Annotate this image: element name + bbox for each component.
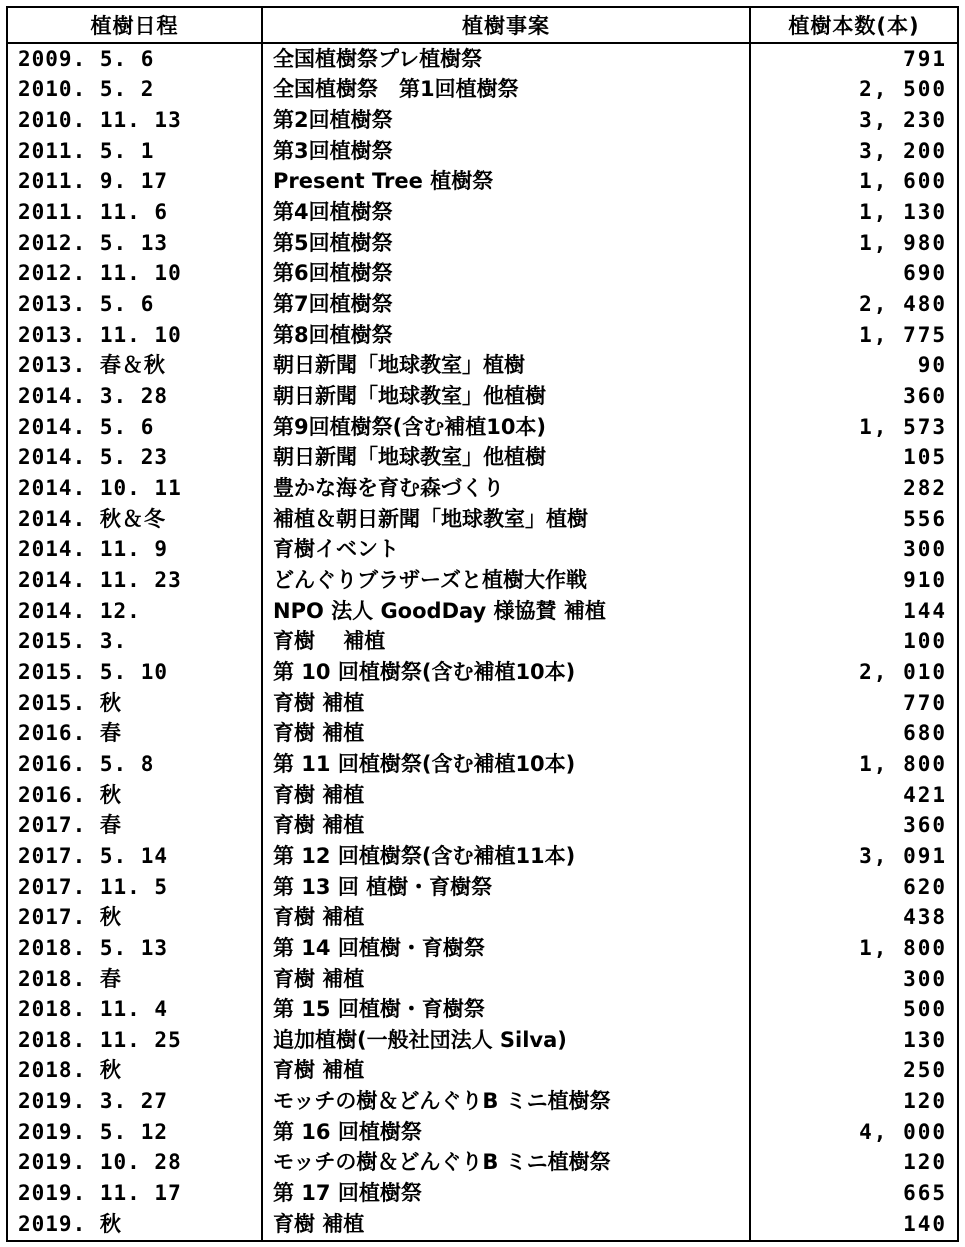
date-cell: 2014. 5. 6 [8,412,262,443]
date-cell: 2018. 5. 13 [8,933,262,964]
date-cell: 2013. 11. 10 [8,320,262,351]
event-cell: 全国植樹祭 第1回植樹祭 [262,75,750,106]
planting-schedule-table-container [6,6,959,1242]
event-cell: 第3回植樹祭 [262,136,750,167]
table-row [8,412,957,443]
date-cell: 2014. 12. [8,596,262,627]
event-cell: 補植＆朝日新聞「地球教室」植樹 [262,504,750,535]
count-cell: 105 [903,445,947,470]
event-cell: 育樹 補植 [262,626,750,657]
date-cell: 2016. 秋 [8,780,262,811]
date-cell: 2017. 11. 5 [8,872,262,903]
count-cell: 130 [903,1027,947,1052]
event-cell: 第5回植樹祭 [262,228,750,259]
event-cell: 育樹イベント [262,535,750,566]
event-cell: 朝日新聞「地球教室」他植樹 [262,381,750,412]
count-cell: 3, 230 [859,108,947,133]
count-cell: 120 [903,1150,947,1175]
date-cell: 2014. 秋＆冬 [8,504,262,535]
count-cell: 100 [903,629,947,654]
event-cell: 第 13 回 植樹・育樹祭 [262,872,750,903]
event-cell: 第 15 回植樹・育樹祭 [262,994,750,1025]
table-row [8,565,957,596]
count-cell: 250 [903,1058,947,1083]
table-row [8,749,957,780]
event-cell: 育樹 補植 [262,1056,750,1087]
date-cell: 2012. 11. 10 [8,259,262,290]
count-cell: 1, 573 [859,414,947,439]
date-cell: 2018. 11. 4 [8,994,262,1025]
table-row [8,657,957,688]
table-body [8,43,957,1240]
event-cell: 第 17 回植樹祭 [262,1178,750,1209]
date-cell: 2011. 9. 17 [8,167,262,198]
table-row [8,167,957,198]
event-cell: 豊かな海を育む森づくり [262,473,750,504]
table-row [8,1178,957,1209]
table-row [8,228,957,259]
date-cell: 2016. 5. 8 [8,749,262,780]
event-cell: 育樹 補植 [262,688,750,719]
count-cell: 2, 500 [859,77,947,102]
count-cell: 438 [903,905,947,930]
count-cell: 665 [903,1181,947,1206]
count-cell: 4, 000 [859,1119,947,1144]
event-cell: 育樹 補植 [262,902,750,933]
table-row [8,933,957,964]
count-cell: 1, 980 [859,230,947,255]
event-cell: 育樹 補植 [262,780,750,811]
count-cell: 1, 800 [859,751,947,776]
event-cell: 第2回植樹祭 [262,105,750,136]
table-row [8,872,957,903]
event-cell: 朝日新聞「地球教室」植樹 [262,351,750,382]
count-cell: 421 [903,782,947,807]
event-cell: NPO 法人 GoodDay 様協賛 補植 [262,596,750,627]
header-count: 植樹本数(本) [750,8,957,43]
table-row [8,718,957,749]
table-row [8,1056,957,1087]
table-row [8,1117,957,1148]
count-cell: 120 [903,1089,947,1114]
date-cell: 2015. 5. 10 [8,657,262,688]
date-cell: 2009. 5. 6 [8,43,262,75]
table-header [8,8,957,43]
count-cell: 1, 800 [859,935,947,960]
date-cell: 2019. 11. 17 [8,1178,262,1209]
count-cell: 620 [903,874,947,899]
date-cell: 2013. 春＆秋 [8,351,262,382]
count-cell: 791 [903,46,947,71]
count-cell: 300 [903,966,947,991]
event-cell: 育樹 補植 [262,810,750,841]
date-cell: 2014. 5. 23 [8,443,262,474]
date-cell: 2015. 3. [8,626,262,657]
event-cell: 追加植樹(一般社団法人 Silva) [262,1025,750,1056]
count-cell: 3, 091 [859,843,947,868]
count-cell: 300 [903,537,947,562]
table-row [8,1148,957,1179]
date-cell: 2018. 秋 [8,1056,262,1087]
event-cell: 育樹 補植 [262,718,750,749]
count-cell: 360 [903,384,947,409]
table-row [8,136,957,167]
planting-schedule-table [8,8,957,1240]
event-cell: 第 11 回植樹祭(含む補植10本) [262,749,750,780]
event-cell: 育樹 補植 [262,1209,750,1240]
table-row [8,810,957,841]
count-cell: 282 [903,476,947,501]
date-cell: 2011. 11. 6 [8,197,262,228]
date-cell: 2018. 11. 25 [8,1025,262,1056]
date-cell: 2010. 5. 2 [8,75,262,106]
table-row [8,443,957,474]
table-row [8,43,957,75]
table-row [8,626,957,657]
count-cell: 770 [903,690,947,715]
event-cell: 第7回植樹祭 [262,289,750,320]
date-cell: 2016. 春 [8,718,262,749]
date-cell: 2019. 5. 12 [8,1117,262,1148]
date-cell: 2015. 秋 [8,688,262,719]
event-cell: モッチの樹＆どんぐりB ミニ植樹祭 [262,1148,750,1179]
date-cell: 2014. 11. 23 [8,565,262,596]
count-cell: 1, 600 [859,169,947,194]
count-cell: 360 [903,813,947,838]
event-cell: 朝日新聞「地球教室」他植樹 [262,443,750,474]
event-cell: 第 14 回植樹・育樹祭 [262,933,750,964]
date-cell: 2019. 秋 [8,1209,262,1240]
count-cell: 910 [903,567,947,592]
table-row [8,473,957,504]
event-cell: どんぐりブラザーズと植樹大作戦 [262,565,750,596]
event-cell: 第 16 回植樹祭 [262,1117,750,1148]
table-row [8,381,957,412]
event-cell: モッチの樹＆どんぐりB ミニ植樹祭 [262,1086,750,1117]
table-row [8,841,957,872]
count-cell: 3, 200 [859,138,947,163]
table-row [8,964,957,995]
count-cell: 1, 130 [859,200,947,225]
count-cell: 500 [903,997,947,1022]
date-cell: 2014. 11. 9 [8,535,262,566]
table-row [8,1209,957,1240]
table-row [8,259,957,290]
table-row [8,320,957,351]
table-row [8,535,957,566]
date-cell: 2017. 秋 [8,902,262,933]
date-cell: 2017. 春 [8,810,262,841]
date-cell: 2017. 5. 14 [8,841,262,872]
event-cell: 育樹 補植 [262,964,750,995]
date-cell: 2013. 5. 6 [8,289,262,320]
count-cell: 2, 480 [859,292,947,317]
count-cell: 90 [917,353,947,378]
table-row [8,351,957,382]
table-row [8,688,957,719]
table-row [8,289,957,320]
event-cell: Present Tree 植樹祭 [262,167,750,198]
table-row [8,994,957,1025]
table-row [8,596,957,627]
table-row [8,105,957,136]
count-cell: 2, 010 [859,659,947,684]
table-row [8,75,957,106]
date-cell: 2012. 5. 13 [8,228,262,259]
event-cell: 全国植樹祭プレ植樹祭 [262,43,750,75]
count-cell: 690 [903,261,947,286]
date-cell: 2014. 10. 11 [8,473,262,504]
table-row [8,504,957,535]
table-row [8,1025,957,1056]
event-cell: 第8回植樹祭 [262,320,750,351]
date-cell: 2018. 春 [8,964,262,995]
count-cell: 1, 775 [859,322,947,347]
header-row [8,8,957,43]
event-cell: 第9回植樹祭(含む補植10本) [262,412,750,443]
count-cell: 680 [903,721,947,746]
event-cell: 第6回植樹祭 [262,259,750,290]
table-row [8,780,957,811]
date-cell: 2019. 10. 28 [8,1148,262,1179]
header-event: 植樹事案 [262,8,750,43]
date-cell: 2010. 11. 13 [8,105,262,136]
count-cell: 144 [903,598,947,623]
count-cell: 140 [903,1211,947,1236]
date-cell: 2011. 5. 1 [8,136,262,167]
header-date: 植樹日程 [8,8,262,43]
event-cell: 第 10 回植樹祭(含む補植10本) [262,657,750,688]
count-cell: 556 [903,506,947,531]
table-row [8,197,957,228]
event-cell: 第 12 回植樹祭(含む補植11本) [262,841,750,872]
table-row [8,1086,957,1117]
date-cell: 2014. 3. 28 [8,381,262,412]
event-cell: 第4回植樹祭 [262,197,750,228]
date-cell: 2019. 3. 27 [8,1086,262,1117]
table-row [8,902,957,933]
